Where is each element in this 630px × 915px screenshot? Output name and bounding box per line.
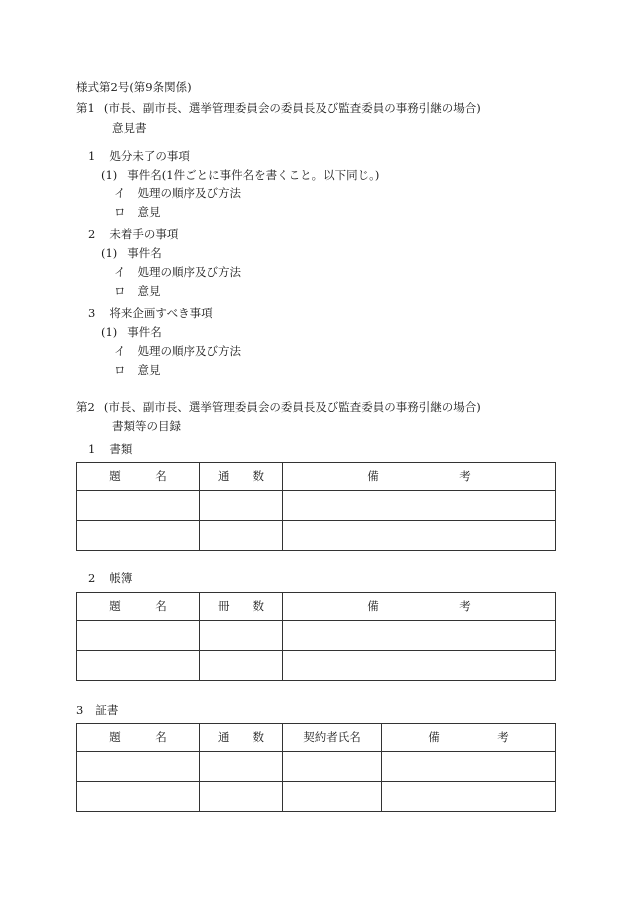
part1-title: 意見書	[112, 121, 147, 135]
part1-heading	[76, 103, 481, 115]
table-cell[interactable]	[200, 621, 283, 651]
section-2-sub2-number: ロ	[114, 284, 126, 298]
section-2-sub1-number: イ	[114, 265, 126, 279]
section-3-heading	[88, 308, 213, 320]
section-1-item-label: 事件名(1件ごとに事件名を書くこと。以下同じ。)	[127, 168, 380, 182]
section-3-number: 3	[88, 306, 96, 320]
table-row	[77, 752, 556, 782]
header-count: 通 数	[200, 724, 283, 752]
section-1-heading	[88, 151, 190, 163]
section-3-sub1-number: イ	[114, 344, 126, 358]
section-1-sub1-number: イ	[114, 186, 126, 200]
table-cell[interactable]	[77, 782, 200, 812]
table-cell[interactable]	[200, 782, 283, 812]
header-volumes: 冊 数	[200, 593, 283, 621]
header-title: 題 名	[77, 463, 200, 491]
section-2-item-label: 事件名	[127, 246, 162, 260]
section-3-item	[101, 327, 162, 339]
table-1-number: 1	[88, 442, 96, 456]
section-3-label: 将来企画すべき事項	[109, 306, 213, 320]
section-3-sub2-label: 意見	[137, 363, 161, 377]
table-cell[interactable]	[200, 521, 283, 551]
table-cell[interactable]	[283, 752, 382, 782]
certificates-table	[76, 723, 556, 812]
table-header-row	[77, 593, 556, 621]
section-1-sub1-label: 処理の順序及び方法	[137, 186, 241, 200]
table-cell[interactable]	[382, 782, 556, 812]
section-3-sub2	[114, 365, 161, 377]
header-count: 通 数	[200, 463, 283, 491]
section-2-sub2	[114, 286, 161, 298]
table-cell[interactable]	[77, 521, 200, 551]
part1-heading-number: 第1	[76, 101, 95, 115]
table-cell[interactable]	[77, 651, 200, 681]
table-row	[77, 491, 556, 521]
section-1-sub2-number: ロ	[114, 205, 126, 219]
section-3-item-label: 事件名	[127, 325, 162, 339]
table-cell[interactable]	[77, 752, 200, 782]
table-cell[interactable]	[283, 491, 556, 521]
section-1-sub2	[114, 207, 161, 219]
table-row	[77, 651, 556, 681]
table-1-heading	[88, 444, 132, 456]
header-remarks: 備 考	[283, 593, 556, 621]
table-3-number: 3	[76, 703, 84, 717]
table-3-heading	[76, 705, 118, 717]
section-1-sub2-label: 意見	[137, 205, 161, 219]
section-2-item	[101, 248, 162, 260]
section-1-item	[101, 170, 379, 182]
table-row	[77, 521, 556, 551]
section-2-sub1	[114, 267, 241, 279]
table-cell[interactable]	[283, 651, 556, 681]
table-cell[interactable]	[200, 752, 283, 782]
table-header-row	[77, 463, 556, 491]
ledgers-table	[76, 592, 556, 681]
table-cell[interactable]	[77, 491, 200, 521]
table-row	[77, 782, 556, 812]
table-1-label: 書類	[109, 442, 133, 456]
table-cell[interactable]	[283, 621, 556, 651]
part2-heading-number: 第2	[76, 400, 95, 414]
section-1-item-number: (1)	[101, 168, 118, 182]
header-title: 題 名	[77, 593, 200, 621]
part2-heading-text: (市長、副市長、選挙管理委員会の委員長及び監査委員の事務引継の場合)	[103, 400, 481, 414]
header-remarks: 備 考	[382, 724, 556, 752]
section-3-sub2-number: ロ	[114, 363, 126, 377]
part2-heading	[76, 402, 481, 414]
part2-title: 書類等の目録	[112, 419, 181, 433]
section-2-item-number: (1)	[101, 246, 118, 260]
section-3-sub1-label: 処理の順序及び方法	[137, 344, 241, 358]
header-remarks: 備 考	[283, 463, 556, 491]
section-2-sub2-label: 意見	[137, 284, 161, 298]
part1-heading-text: (市長、副市長、選挙管理委員会の委員長及び監査委員の事務引継の場合)	[103, 101, 481, 115]
table-3-label: 証書	[95, 703, 119, 717]
section-1-label: 処分未了の事項	[109, 149, 190, 163]
documents-table	[76, 462, 556, 551]
section-2-label: 未着手の事項	[109, 227, 179, 241]
section-2-sub1-label: 処理の順序及び方法	[137, 265, 241, 279]
header-contractor-name: 契約者氏名	[283, 724, 382, 752]
table-cell[interactable]	[382, 752, 556, 782]
table-header-row	[77, 724, 556, 752]
form-label: 様式第2号(第9条関係)	[76, 80, 192, 94]
table-2-label: 帳簿	[109, 571, 133, 585]
section-3-item-number: (1)	[101, 325, 118, 339]
table-cell[interactable]	[200, 491, 283, 521]
table-cell[interactable]	[283, 782, 382, 812]
table-2-heading	[88, 573, 132, 585]
section-2-heading	[88, 229, 178, 241]
table-cell[interactable]	[283, 521, 556, 551]
section-1-sub1	[114, 188, 241, 200]
section-2-number: 2	[88, 227, 96, 241]
section-3-sub1	[114, 346, 241, 358]
section-1-number: 1	[88, 149, 96, 163]
table-cell[interactable]	[77, 621, 200, 651]
header-title: 題 名	[77, 724, 200, 752]
table-2-number: 2	[88, 571, 96, 585]
table-row	[77, 621, 556, 651]
table-cell[interactable]	[200, 651, 283, 681]
